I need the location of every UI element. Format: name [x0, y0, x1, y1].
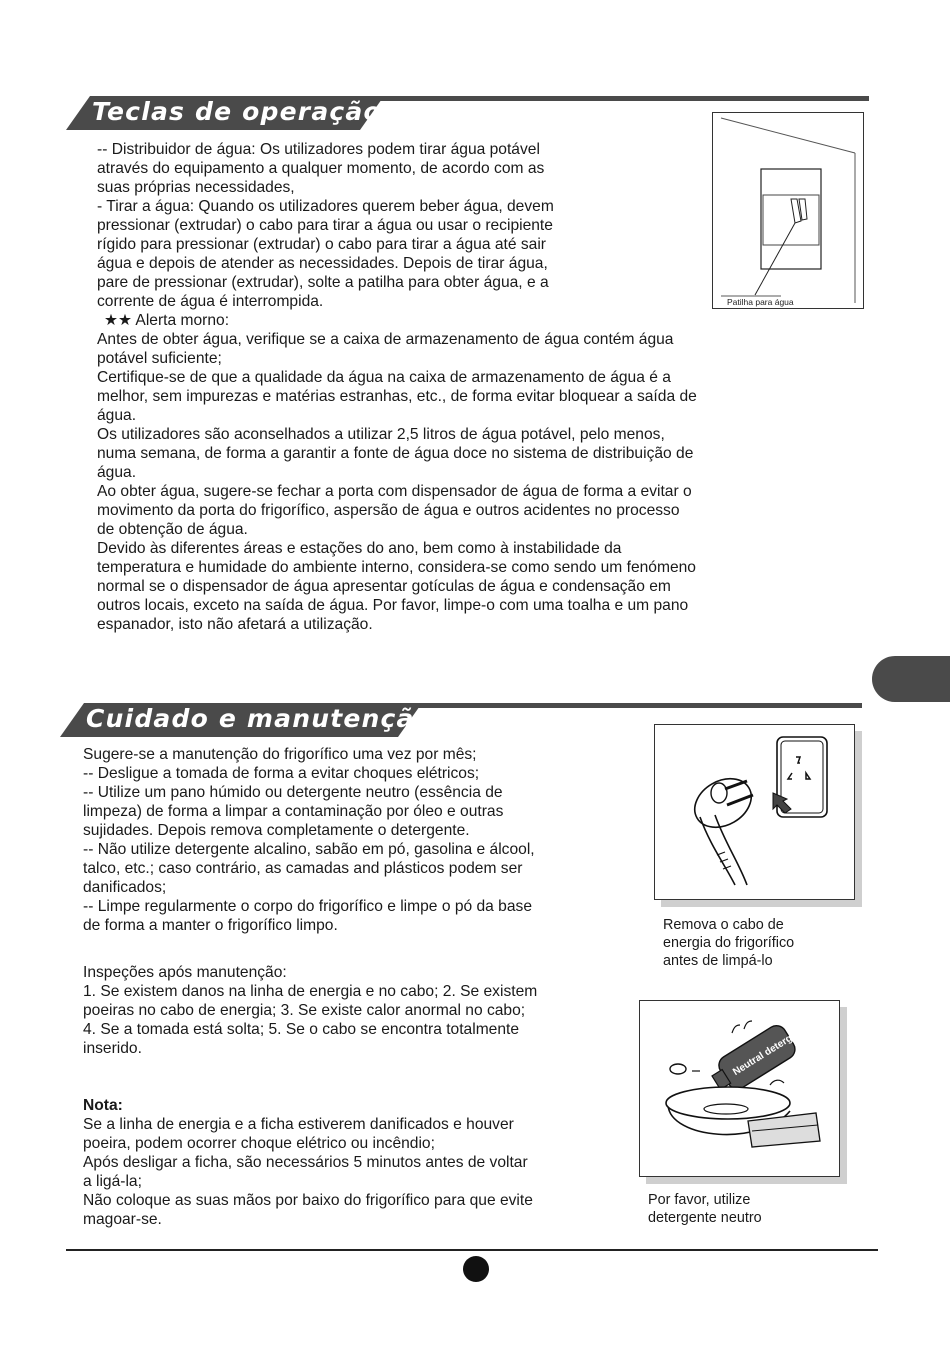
text-line: de forma a manter o frigorífico limpo.: [83, 917, 338, 934]
text-line: Não coloque as suas mãos por baixo do frigorífico para que evite: [83, 1192, 533, 1209]
text-line: -- Utilize um pano húmido ou detergente neutro (essência de: [83, 784, 503, 801]
detergent-caption: [648, 1191, 762, 1227]
text-line: Devido às diferentes áreas e estações do ano, bem como à instabilidade da: [97, 540, 622, 557]
page-marker: [463, 1256, 489, 1282]
caption-line: antes de limpá-lo: [663, 953, 773, 969]
care-text: [83, 745, 535, 935]
footer-rule: [66, 1249, 878, 1251]
text-line: danificados;: [83, 879, 167, 896]
text-line: espanador, isto não afetará a utilização.: [97, 616, 373, 633]
text-line: corrente de água é interrompida.: [97, 293, 324, 310]
section-title: Cuidado e manutenção: [86, 704, 433, 733]
text-line: Ao obter água, sugere-se fechar a porta com dispensador de água de forma a evitar o: [97, 483, 692, 500]
plug-drawing: [655, 725, 854, 899]
detergent-bottle-label: Neutral detergent: [731, 1024, 808, 1079]
text-line: Após desligar a ficha, são necessários 5 minutos antes de voltar: [83, 1154, 528, 1171]
unplug-caption: [663, 916, 794, 970]
inspection-title: Inspeções após manutenção:: [83, 964, 287, 981]
dispenser-drawing: [713, 113, 863, 308]
text-line: -- Distribuidor de água: Os utilizadores podem tirar água potável: [97, 141, 540, 158]
detergent-illustration: [639, 1000, 840, 1177]
text-line: Se a linha de energia e a ficha estiverem danificados e houver: [83, 1116, 514, 1133]
text-line: talco, etc.; caso contrário, as camadas and plásticos podem ser: [83, 860, 523, 877]
operation-text-top: [97, 140, 697, 634]
text-line: sujidades. Depois remova completamente o detergente.: [83, 822, 470, 839]
text-line: -- Não utilize detergente alcalino, sabão em pó, gasolina e álcool,: [83, 841, 535, 858]
text-line: poeira, podem ocorrer choque elétrico ou incêndio;: [83, 1135, 435, 1152]
text-line: pressionar (extrudar) o cabo para tirar a água ou usar o recipiente: [97, 217, 553, 234]
dispenser-label: Patilha para água: [727, 297, 794, 307]
section-title: Teclas de operação: [92, 97, 382, 126]
text-line: suas próprias necessidades,: [97, 179, 295, 196]
header-rule: [356, 96, 869, 101]
text-line: Os utilizadores são aconselhados a utilizar 2,5 litros de água potável, pelo menos,: [97, 426, 665, 443]
text-line: água.: [97, 407, 137, 424]
caption-line: Remova o cabo de: [663, 917, 784, 933]
text-line: magoar-se.: [83, 1211, 162, 1228]
text-line: -- Limpe regularmente o corpo do frigorífico e limpe o pó da base: [83, 898, 532, 915]
text-line: Antes de obter água, verifique se a caixa de armazenamento de água contém água: [97, 331, 674, 348]
text-line: - Tirar a água: Quando os utilizadores querem beber água, devem: [97, 198, 554, 215]
text-line: inserido.: [83, 1040, 142, 1057]
text-line: através do equipamento a qualquer momento, de acordo com as: [97, 160, 545, 177]
text-line: 4. Se a tomada está solta; 5. Se o cabo se encontra totalmente: [83, 1021, 520, 1038]
text-line: movimento da porta do frigorífico, aspersão de água e outros acidentes no processo: [97, 502, 680, 519]
text-line: água e depois de atender as necessidades. Depois de tirar água,: [97, 255, 548, 272]
text-line: rígido para pressionar (extrudar) o cabo para tirar a água até sair: [97, 236, 546, 253]
text-line: de obtenção de água.: [97, 521, 248, 538]
chapter-tab: [872, 656, 950, 702]
note-title: Nota:: [83, 1097, 123, 1114]
unplug-illustration: [654, 724, 855, 900]
text-line: poeiras no cabo de energia; 3. Se existe calor anormal no cabo;: [83, 1002, 526, 1019]
header-rule: [380, 703, 862, 708]
caption-line: Por favor, utilize: [648, 1192, 751, 1208]
text-line: limpeza) de forma a limpar a contaminação por óleo e outras: [83, 803, 504, 820]
text-line: 1. Se existem danos na linha de energia e no cabo; 2. Se existem: [83, 983, 538, 1000]
alert-title: ★★ Alerta morno:: [104, 312, 230, 329]
note-section: [83, 1096, 533, 1229]
text-line: a ligá-la;: [83, 1173, 142, 1190]
text-line: Sugere-se a manutenção do frigorífico uma vez por mês;: [83, 746, 477, 763]
caption-line: energia do frigorífico: [663, 935, 795, 951]
text-line: potável suficiente;: [97, 350, 222, 367]
text-line: outros locais, exceto na saída de água. Por favor, limpe-o com uma toalha e um pano: [97, 597, 689, 614]
detergent-drawing: [640, 1001, 839, 1176]
water-dispenser-illustration: [712, 112, 864, 309]
text-line: melhor, sem impurezas e matérias estranhas, etc., de forma evitar bloquear a saída de: [97, 388, 697, 405]
inspection-section: [83, 963, 537, 1058]
text-line: água.: [97, 464, 137, 481]
text-line: numa semana, de forma a garantir a fonte de água doce no sistema de distribuição de: [97, 445, 694, 462]
text-line: -- Desligue a tomada de forma a evitar choques elétricos;: [83, 765, 480, 782]
text-line: normal se o dispensador de água apresentar gotículas de água e condensação em: [97, 578, 671, 595]
text-line: Certifique-se de que a qualidade da água na caixa de armazenamento de água é a: [97, 369, 671, 386]
caption-line: detergente neutro: [648, 1210, 762, 1226]
text-line: temperatura e humidade do ambiente interno, considera-se como sendo um fenómeno: [97, 559, 696, 576]
text-line: pare de pressionar (extrudar), solte a patilha para obter água, e a: [97, 274, 549, 291]
